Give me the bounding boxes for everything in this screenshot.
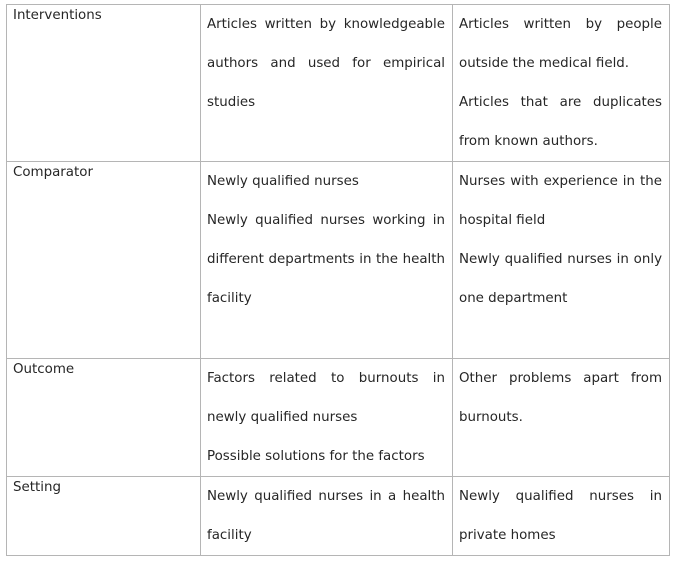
pico-criteria-table: [6, 4, 670, 556]
exclusion-text: Articles written by people outside the medical field.: [459, 17, 662, 71]
exclusion-text: Nurses with experience in the hospital field: [459, 174, 662, 228]
inclusion-cell-outcome: [201, 359, 453, 477]
exclusion-text: Other problems apart from burnouts.: [459, 371, 662, 425]
inclusion-text: Articles written by knowledgeable authors and used for empirical studies: [207, 17, 445, 110]
table-row-outcome: [7, 359, 670, 477]
exclusion-text: Newly qualified nurses in only one department: [459, 252, 662, 306]
row-label-outcome: Outcome: [7, 359, 201, 477]
inclusion-cell-interventions: [201, 5, 453, 162]
exclusion-text: Articles that are duplicates from known authors.: [459, 95, 662, 149]
exclusion-text: Newly qualified nurses in private homes: [459, 489, 662, 543]
row-label-interventions: Interventions: [7, 5, 201, 162]
exclusion-cell-setting: [453, 477, 670, 556]
inclusion-text: Newly qualified nurses working in different departments in the health facility: [207, 213, 445, 306]
table-row-comparator: [7, 162, 670, 359]
table-row-setting: [7, 477, 670, 556]
exclusion-cell-interventions: [453, 5, 670, 162]
inclusion-text: Possible solutions for the factors: [207, 449, 425, 464]
exclusion-cell-comparator: [453, 162, 670, 359]
table-row-interventions: [7, 5, 670, 162]
inclusion-text: Factors related to burnouts in newly qualified nurses: [207, 371, 445, 425]
inclusion-cell-setting: [201, 477, 453, 556]
inclusion-text: Newly qualified nurses in a health facility: [207, 489, 445, 543]
exclusion-cell-outcome: [453, 359, 670, 477]
inclusion-cell-comparator: [201, 162, 453, 359]
row-label-setting: Setting: [7, 477, 201, 556]
row-label-comparator: Comparator: [7, 162, 201, 359]
inclusion-text: Newly qualified nurses: [207, 174, 359, 189]
